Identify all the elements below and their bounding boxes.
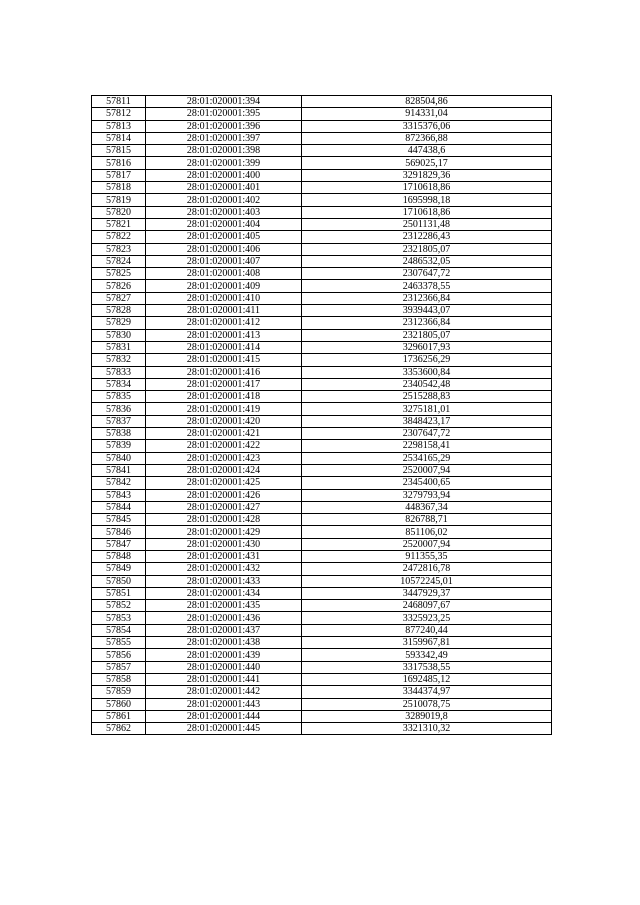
value-cell: 2312286,43	[302, 231, 552, 243]
cadastral-number-cell: 28:01:020001:443	[146, 698, 302, 710]
value-cell: 447438,6	[302, 145, 552, 157]
value-cell: 2340542,48	[302, 378, 552, 390]
value-cell: 1736256,29	[302, 354, 552, 366]
value-cell: 828504,86	[302, 96, 552, 108]
row-number-cell: 57834	[92, 378, 146, 390]
row-number-cell: 57857	[92, 661, 146, 673]
cadastral-value-table	[91, 95, 552, 735]
table-row	[92, 108, 552, 120]
cadastral-number-cell: 28:01:020001:436	[146, 612, 302, 624]
row-number-cell: 57845	[92, 514, 146, 526]
value-cell: 2298158,41	[302, 440, 552, 452]
row-number-cell: 57833	[92, 366, 146, 378]
table-row	[92, 575, 552, 587]
cadastral-number-cell: 28:01:020001:400	[146, 169, 302, 181]
table-row	[92, 206, 552, 218]
table-row	[92, 218, 552, 230]
table-row	[92, 587, 552, 599]
row-number-cell: 57815	[92, 145, 146, 157]
row-number-cell: 57812	[92, 108, 146, 120]
row-number-cell: 57824	[92, 255, 146, 267]
cadastral-number-cell: 28:01:020001:431	[146, 550, 302, 562]
value-cell: 3296017,93	[302, 341, 552, 353]
cadastral-number-cell: 28:01:020001:409	[146, 280, 302, 292]
table-row	[92, 415, 552, 427]
cadastral-number-cell: 28:01:020001:430	[146, 538, 302, 550]
table-row	[92, 378, 552, 390]
row-number-cell: 57811	[92, 96, 146, 108]
row-number-cell: 57817	[92, 169, 146, 181]
table-row	[92, 157, 552, 169]
value-cell: 851106,02	[302, 526, 552, 538]
cadastral-number-cell: 28:01:020001:422	[146, 440, 302, 452]
cadastral-number-cell: 28:01:020001:412	[146, 317, 302, 329]
value-cell: 2312366,84	[302, 317, 552, 329]
value-cell: 569025,17	[302, 157, 552, 169]
cadastral-number-cell: 28:01:020001:432	[146, 563, 302, 575]
table-row	[92, 673, 552, 685]
value-cell: 826788,71	[302, 514, 552, 526]
cadastral-number-cell: 28:01:020001:413	[146, 329, 302, 341]
row-number-cell: 57832	[92, 354, 146, 366]
row-number-cell: 57841	[92, 464, 146, 476]
value-cell: 2312366,84	[302, 292, 552, 304]
table-row	[92, 292, 552, 304]
row-number-cell: 57859	[92, 686, 146, 698]
table-body	[92, 96, 552, 735]
table-row	[92, 341, 552, 353]
value-cell: 2321805,07	[302, 243, 552, 255]
value-cell: 2520007,94	[302, 464, 552, 476]
table-row	[92, 231, 552, 243]
table-row	[92, 317, 552, 329]
table-row	[92, 120, 552, 132]
cadastral-number-cell: 28:01:020001:427	[146, 501, 302, 513]
value-cell: 2472816,78	[302, 563, 552, 575]
table-row	[92, 255, 552, 267]
table-row	[92, 132, 552, 144]
table-row	[92, 563, 552, 575]
row-number-cell: 57849	[92, 563, 146, 575]
cadastral-number-cell: 28:01:020001:419	[146, 403, 302, 415]
table-row	[92, 477, 552, 489]
table-row	[92, 329, 552, 341]
cadastral-number-cell: 28:01:020001:414	[146, 341, 302, 353]
table-row	[92, 723, 552, 735]
value-cell: 3344374,97	[302, 686, 552, 698]
row-number-cell: 57826	[92, 280, 146, 292]
cadastral-number-cell: 28:01:020001:434	[146, 587, 302, 599]
value-cell: 3291829,36	[302, 169, 552, 181]
value-cell: 3289019,8	[302, 710, 552, 722]
table-row	[92, 403, 552, 415]
value-cell: 2501131,48	[302, 218, 552, 230]
table-row	[92, 710, 552, 722]
row-number-cell: 57842	[92, 477, 146, 489]
table-row	[92, 145, 552, 157]
cadastral-number-cell: 28:01:020001:445	[146, 723, 302, 735]
cadastral-number-cell: 28:01:020001:415	[146, 354, 302, 366]
value-cell: 2345400,65	[302, 477, 552, 489]
value-cell: 2534165,29	[302, 452, 552, 464]
table-row	[92, 686, 552, 698]
table-row	[92, 366, 552, 378]
cadastral-number-cell: 28:01:020001:433	[146, 575, 302, 587]
cadastral-number-cell: 28:01:020001:407	[146, 255, 302, 267]
value-cell: 914331,04	[302, 108, 552, 120]
table-row	[92, 428, 552, 440]
table-row	[92, 96, 552, 108]
table-row	[92, 452, 552, 464]
table-row	[92, 514, 552, 526]
row-number-cell: 57823	[92, 243, 146, 255]
table-row	[92, 612, 552, 624]
row-number-cell: 57856	[92, 649, 146, 661]
row-number-cell: 57861	[92, 710, 146, 722]
value-cell: 10572245,01	[302, 575, 552, 587]
table-row	[92, 194, 552, 206]
value-cell: 3315376,06	[302, 120, 552, 132]
table-row	[92, 526, 552, 538]
value-cell: 2307647,72	[302, 268, 552, 280]
value-cell: 3447929,37	[302, 587, 552, 599]
table-row	[92, 624, 552, 636]
row-number-cell: 57822	[92, 231, 146, 243]
row-number-cell: 57831	[92, 341, 146, 353]
cadastral-number-cell: 28:01:020001:397	[146, 132, 302, 144]
row-number-cell: 57843	[92, 489, 146, 501]
row-number-cell: 57840	[92, 452, 146, 464]
cadastral-number-cell: 28:01:020001:442	[146, 686, 302, 698]
table-row	[92, 538, 552, 550]
cadastral-number-cell: 28:01:020001:441	[146, 673, 302, 685]
cadastral-number-cell: 28:01:020001:404	[146, 218, 302, 230]
table-row	[92, 637, 552, 649]
row-number-cell: 57846	[92, 526, 146, 538]
row-number-cell: 57860	[92, 698, 146, 710]
row-number-cell: 57853	[92, 612, 146, 624]
row-number-cell: 57814	[92, 132, 146, 144]
value-cell: 3325923,25	[302, 612, 552, 624]
cadastral-number-cell: 28:01:020001:403	[146, 206, 302, 218]
row-number-cell: 57828	[92, 305, 146, 317]
cadastral-number-cell: 28:01:020001:435	[146, 600, 302, 612]
cadastral-number-cell: 28:01:020001:424	[146, 464, 302, 476]
row-number-cell: 57847	[92, 538, 146, 550]
table-row	[92, 280, 552, 292]
value-cell: 448367,34	[302, 501, 552, 513]
value-cell: 2510078,75	[302, 698, 552, 710]
cadastral-number-cell: 28:01:020001:418	[146, 391, 302, 403]
value-cell: 911355,35	[302, 550, 552, 562]
table-row	[92, 243, 552, 255]
value-cell: 2321805,07	[302, 329, 552, 341]
table-row	[92, 391, 552, 403]
cadastral-number-cell: 28:01:020001:439	[146, 649, 302, 661]
row-number-cell: 57825	[92, 268, 146, 280]
table-row	[92, 440, 552, 452]
table-row	[92, 649, 552, 661]
value-cell: 3939443,07	[302, 305, 552, 317]
row-number-cell: 57818	[92, 182, 146, 194]
table-row	[92, 501, 552, 513]
cadastral-number-cell: 28:01:020001:405	[146, 231, 302, 243]
row-number-cell: 57854	[92, 624, 146, 636]
cadastral-number-cell: 28:01:020001:426	[146, 489, 302, 501]
row-number-cell: 57820	[92, 206, 146, 218]
value-cell: 3321310,32	[302, 723, 552, 735]
cadastral-number-cell: 28:01:020001:398	[146, 145, 302, 157]
cadastral-number-cell: 28:01:020001:429	[146, 526, 302, 538]
cadastral-number-cell: 28:01:020001:395	[146, 108, 302, 120]
value-cell: 1692485,12	[302, 673, 552, 685]
table-row	[92, 489, 552, 501]
value-cell: 2307647,72	[302, 428, 552, 440]
cadastral-number-cell: 28:01:020001:410	[146, 292, 302, 304]
row-number-cell: 57850	[92, 575, 146, 587]
row-number-cell: 57858	[92, 673, 146, 685]
cadastral-number-cell: 28:01:020001:444	[146, 710, 302, 722]
row-number-cell: 57844	[92, 501, 146, 513]
row-number-cell: 57848	[92, 550, 146, 562]
row-number-cell: 57838	[92, 428, 146, 440]
cadastral-number-cell: 28:01:020001:402	[146, 194, 302, 206]
table-row	[92, 354, 552, 366]
cadastral-number-cell: 28:01:020001:425	[146, 477, 302, 489]
row-number-cell: 57835	[92, 391, 146, 403]
row-number-cell: 57819	[92, 194, 146, 206]
value-cell: 1695998,18	[302, 194, 552, 206]
table-row	[92, 600, 552, 612]
row-number-cell: 57836	[92, 403, 146, 415]
row-number-cell: 57827	[92, 292, 146, 304]
cadastral-number-cell: 28:01:020001:438	[146, 637, 302, 649]
value-cell: 3159967,81	[302, 637, 552, 649]
table-row	[92, 182, 552, 194]
row-number-cell: 57813	[92, 120, 146, 132]
value-cell: 2515288,83	[302, 391, 552, 403]
row-number-cell: 57821	[92, 218, 146, 230]
table-row	[92, 305, 552, 317]
cadastral-number-cell: 28:01:020001:421	[146, 428, 302, 440]
cadastral-number-cell: 28:01:020001:437	[146, 624, 302, 636]
cadastral-number-cell: 28:01:020001:416	[146, 366, 302, 378]
value-cell: 3279793,94	[302, 489, 552, 501]
table-row	[92, 464, 552, 476]
table-row	[92, 550, 552, 562]
row-number-cell: 57839	[92, 440, 146, 452]
value-cell: 2486532,05	[302, 255, 552, 267]
value-cell: 2468097,67	[302, 600, 552, 612]
row-number-cell: 57852	[92, 600, 146, 612]
row-number-cell: 57862	[92, 723, 146, 735]
row-number-cell: 57829	[92, 317, 146, 329]
value-cell: 2463378,55	[302, 280, 552, 292]
cadastral-number-cell: 28:01:020001:406	[146, 243, 302, 255]
cadastral-number-cell: 28:01:020001:394	[146, 96, 302, 108]
cadastral-number-cell: 28:01:020001:420	[146, 415, 302, 427]
cadastral-number-cell: 28:01:020001:399	[146, 157, 302, 169]
value-cell: 593342,49	[302, 649, 552, 661]
cadastral-number-cell: 28:01:020001:396	[146, 120, 302, 132]
row-number-cell: 57837	[92, 415, 146, 427]
table-row	[92, 268, 552, 280]
cadastral-number-cell: 28:01:020001:417	[146, 378, 302, 390]
row-number-cell: 57816	[92, 157, 146, 169]
value-cell: 2520007,94	[302, 538, 552, 550]
value-cell: 1710618,86	[302, 182, 552, 194]
cadastral-number-cell: 28:01:020001:423	[146, 452, 302, 464]
table-row	[92, 698, 552, 710]
value-cell: 1710618,86	[302, 206, 552, 218]
value-cell: 877240,44	[302, 624, 552, 636]
table-row	[92, 661, 552, 673]
cadastral-number-cell: 28:01:020001:428	[146, 514, 302, 526]
value-cell: 3275181,01	[302, 403, 552, 415]
cadastral-number-cell: 28:01:020001:411	[146, 305, 302, 317]
row-number-cell: 57830	[92, 329, 146, 341]
value-cell: 872366,88	[302, 132, 552, 144]
row-number-cell: 57855	[92, 637, 146, 649]
cadastral-number-cell: 28:01:020001:440	[146, 661, 302, 673]
cadastral-number-cell: 28:01:020001:401	[146, 182, 302, 194]
value-cell: 3848423,17	[302, 415, 552, 427]
value-cell: 3317538,55	[302, 661, 552, 673]
cadastral-number-cell: 28:01:020001:408	[146, 268, 302, 280]
table-row	[92, 169, 552, 181]
value-cell: 3353600,84	[302, 366, 552, 378]
row-number-cell: 57851	[92, 587, 146, 599]
